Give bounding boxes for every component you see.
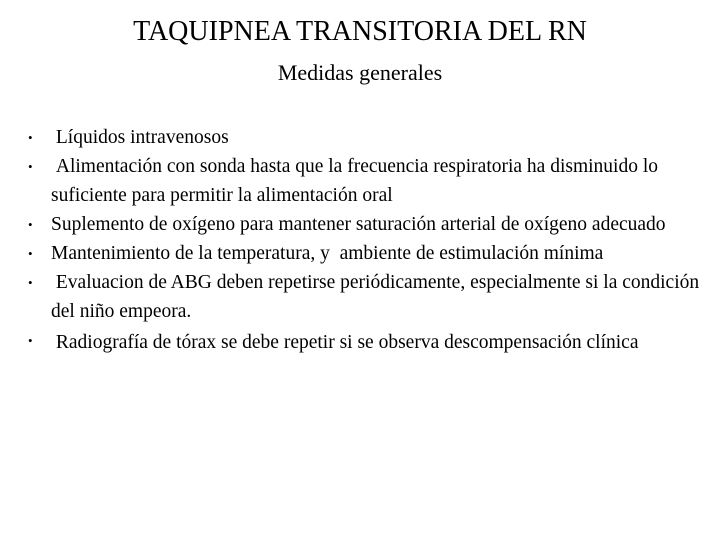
slide-title: TAQUIPNEA TRANSITORIA DEL RN — [133, 16, 587, 47]
bullet-dot-icon: • — [28, 159, 33, 174]
bullet-text: Alimentación con sonda hasta que la frecuencia respiratoria ha disminuido lo suficiente para permitir la alimentación oral — [51, 156, 663, 206]
bullet-item — [20, 123, 700, 152]
bullet-item — [20, 210, 700, 239]
bullet-item — [20, 268, 705, 326]
bullet-dot-icon: • — [28, 130, 33, 145]
bullet-dot-icon: • — [28, 217, 33, 232]
bullet-text: Mantenimiento de la temperatura, y ambiente de estimulación mínima — [51, 243, 604, 264]
bullet-text: Suplemento de oxígeno para mantener saturación arterial de oxígeno adecuado — [51, 214, 666, 235]
bullet-item — [20, 239, 700, 268]
bullet-text: Radiografía de tórax se debe repetir si se observa descompensación clínica — [51, 332, 639, 353]
bullet-dot-icon: • — [28, 246, 33, 261]
bullet-dot-icon: • — [28, 333, 33, 348]
bullet-text: Líquidos intravenosos — [51, 127, 229, 148]
slide-subtitle: Medidas generales — [277, 60, 443, 85]
bullet-text: Evaluacion de ABG deben repetirse periódicamente, especialmente si la condición del niño empeora. — [51, 272, 705, 322]
bullet-dot-icon: • — [28, 275, 33, 290]
bullet-item — [20, 326, 700, 360]
bullet-list — [20, 123, 705, 360]
bullet-item — [20, 152, 700, 210]
